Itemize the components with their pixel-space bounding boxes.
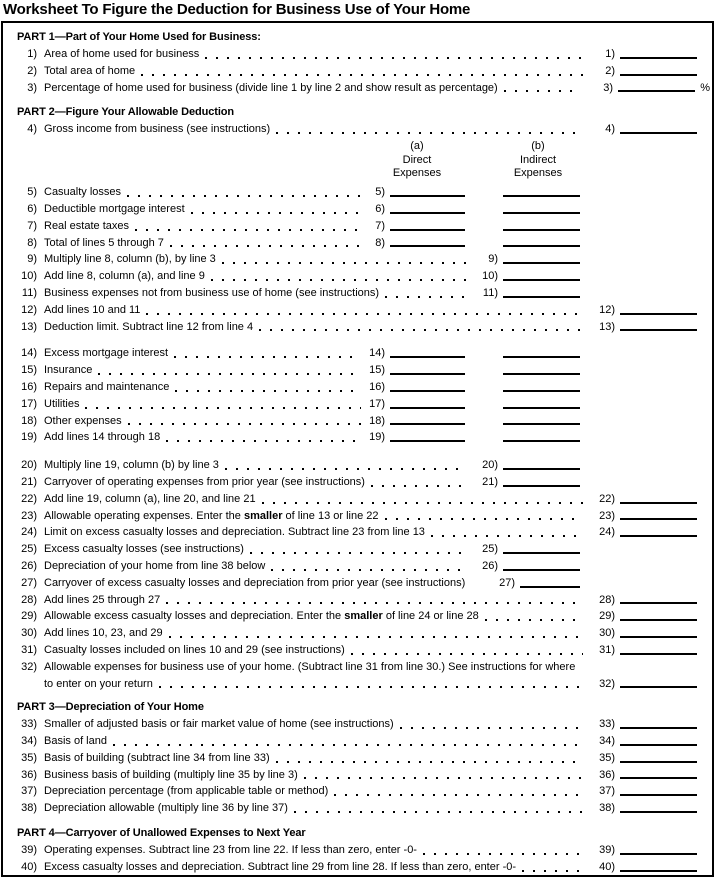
line-number: 21) [21,475,37,488]
line-15-direct-field[interactable] [390,373,465,375]
line-6-direct-field[interactable] [390,212,465,214]
line-number: 13) [21,320,37,333]
line-number: 24) [21,526,37,539]
line-text: Total of lines 5 through 7 [44,236,164,249]
answer-line-number: 8) [375,236,385,249]
dot-leader [345,642,585,659]
line-7-indirect-field[interactable] [503,229,580,231]
dot-leader [205,268,468,285]
worksheet-line-14 [7,345,712,362]
line-number: 14) [21,347,37,360]
line-38-answer-field[interactable] [620,811,697,813]
line-12-answer-field[interactable] [620,313,697,315]
answer-line-number: 15) [369,364,385,377]
worksheet-line-7 [7,218,712,235]
part-4-header: PART 4—Carryover of Unallowed Expenses to Next Year [17,827,306,840]
dot-leader [288,800,585,817]
line-number: 35) [21,751,37,764]
page-title: Worksheet To Figure the Deduction for Business Use of Your Home [3,1,471,18]
line-22-answer-field[interactable] [620,502,697,504]
line-2-answer-field[interactable] [620,74,697,76]
part-3-header: PART 3—Depreciation of Your Home [17,701,204,714]
worksheet-line-34 [7,733,712,750]
line-24-answer-field[interactable] [620,535,697,537]
line-19-indirect-field[interactable] [503,440,580,442]
line-27-answer-field[interactable] [520,586,580,588]
answer-line-number: 1) [605,48,615,60]
line-text: Multiply line 8, column (b), by line 3 [44,253,216,266]
line-14-indirect-field[interactable] [503,356,580,358]
spacer [7,676,37,693]
line-text: Depreciation percentage (from applicable table or method) [44,785,329,798]
line-text: Gross income from business (see instructions) [44,123,271,136]
line-17-indirect-field[interactable] [503,407,580,409]
answer-line-number: 18) [369,414,385,427]
line-number: 6) [27,202,37,215]
dot-leader [169,379,363,396]
dot-leader [219,457,468,474]
answer-line-number: 38) [599,802,615,815]
answer-line-number: 13) [599,320,615,333]
dot-leader [479,608,585,625]
worksheet-line-36 [7,767,712,784]
line-23-answer-field[interactable] [620,518,697,520]
worksheet-line-11 [7,285,712,302]
answer-line-number: 39) [599,844,615,857]
dot-leader [160,429,363,446]
line-31-answer-field[interactable] [620,653,697,655]
line-5-direct-field[interactable] [390,195,465,197]
worksheet-line-33 [7,716,712,733]
line-number: 23) [21,509,37,522]
worksheet-line-21 [7,474,712,491]
line-number: 9) [27,253,37,266]
line-text: Insurance [44,364,93,377]
worksheet-line-32 [7,659,712,676]
dot-leader [394,716,585,733]
line-text: Smaller of adjusted basis or fair market value of home (see instructions) [44,718,394,731]
line-number: 10) [21,270,37,283]
line-number: 27) [21,576,37,589]
line-1-answer-field[interactable] [620,57,697,59]
worksheet-line-8 [7,235,712,252]
answer-line-number: 26) [482,559,498,572]
line-37-answer-field[interactable] [620,794,697,796]
line-8-indirect-field[interactable] [503,245,580,247]
line-text: Business basis of building (multiply line 35 by line 3) [44,768,298,781]
answer-line-number: 34) [599,735,615,748]
line-number: 26) [21,559,37,572]
line-number: 36) [21,768,37,781]
dot-leader [160,592,585,609]
line-text: Repairs and maintenance [44,380,170,393]
answer-line-number: 12) [599,303,615,316]
answer-line-number: 11) [482,286,498,299]
answer-line-number: 16) [369,380,385,393]
worksheet-line-29 [7,608,712,625]
dot-leader [265,558,468,575]
line-text: Operating expenses. Subtract line 23 from line 22. If less than zero, enter -0- [44,844,417,857]
dot-leader [498,80,583,97]
dot-leader [164,235,363,252]
answer-line-number: 31) [599,643,615,656]
dot-leader [216,251,468,268]
worksheet-line-16 [7,379,712,396]
answer-line-number: 17) [369,397,385,410]
line-3-answer-field[interactable] [618,90,695,92]
worksheet-line-22 [7,491,712,508]
line-text: Add lines 25 through 27 [44,593,161,606]
worksheet-line-15 [7,362,712,379]
worksheet-line-37 [7,783,712,800]
line-number: 16) [21,380,37,393]
part-1-header: PART 1—Part of Your Home Used for Business: [17,31,261,43]
line-text: Allowable excess casualty losses and depreciation. Enter the smaller of line 24 or line 28 [44,610,479,623]
line-32-answer-field[interactable] [620,686,697,688]
line-number: 31) [21,643,37,656]
line-text: Allowable operating expenses. Enter the smaller of line 13 or line 22 [44,509,379,522]
line-4-answer-field[interactable] [620,132,697,134]
dot-leader [140,302,585,319]
answer-line-number: 14) [369,347,385,360]
worksheet-line-28 [7,592,712,609]
line-number: 39) [21,844,37,857]
line-number: 12) [21,303,37,316]
line-text: Add line 8, column (a), and line 9 [44,270,205,283]
line-text: Carryover of operating expenses from prior year (see instructions) [44,475,365,488]
worksheet-line-39 [7,842,712,859]
line-text: Deductible mortgage interest [44,202,185,215]
line-text: Excess casualty losses (see instructions) [44,543,244,556]
column-header-indirect-expenses: (b) Indirect Expenses [513,140,563,180]
worksheet-line-10 [7,268,712,285]
line-17-direct-field[interactable] [390,407,465,409]
dot-leader [185,201,363,218]
dot-leader [244,541,468,558]
line-text: Allowable expenses for business use of your home. (Subtract line 31 from line 30.) See instructions for where [44,660,576,673]
answer-line-number: 25) [482,543,498,556]
line-28-answer-field[interactable] [620,602,697,604]
worksheet-box [1,21,714,877]
dot-leader [379,508,585,525]
worksheet-line-18 [7,413,712,430]
worksheet-line-25 [7,541,712,558]
dot-leader [199,46,585,63]
line-text: to enter on your return [44,677,153,690]
answer-line-number: 21) [482,475,498,488]
answer-line-number: 19) [369,431,385,444]
dot-leader [365,474,468,491]
line-number: 7) [27,219,37,232]
dot-leader [253,319,585,336]
line-13-answer-field[interactable] [620,329,697,331]
line-number: 32) [21,660,37,673]
line-text: Utilities [44,397,80,410]
line-text: Other expenses [44,414,122,427]
line-text: Basis of land [44,735,107,748]
line-text: Add lines 10 and 11 [44,303,141,316]
dot-leader [425,524,585,541]
answer-line-number: 6) [375,202,385,215]
answer-line-number: 32) [599,677,615,690]
answer-line-number: 35) [599,751,615,764]
spacer [465,575,489,592]
line-10-answer-field[interactable] [503,279,580,281]
line-text: Casualty losses [44,186,122,199]
line-text: Add lines 10, 23, and 29 [44,627,163,640]
line-9-answer-field[interactable] [503,262,580,264]
line-33-answer-field[interactable] [620,727,697,729]
line-number: 18) [21,414,37,427]
line-16-direct-field[interactable] [390,390,465,392]
dot-leader [107,733,585,750]
line-26-answer-field[interactable] [503,569,580,571]
worksheet-line-9 [7,251,712,268]
line-number: 2) [27,64,37,77]
worksheet-line-19 [7,429,712,446]
line-number: 11) [21,286,37,299]
line-number: 4) [27,123,37,136]
line-number: 30) [21,627,37,640]
answer-line-number: 37) [599,785,615,798]
dot-leader [92,362,363,379]
line-number: 19) [21,431,37,444]
answer-line-number: 40) [599,860,615,873]
line-35-answer-field[interactable] [620,761,697,763]
worksheet-line-35 [7,750,712,767]
dot-leader [516,859,585,876]
dot-leader [79,396,363,413]
dot-leader [270,750,585,767]
worksheet-line-27 [7,575,712,592]
line-number: 8) [27,236,37,249]
line-number: 34) [21,735,37,748]
line-text: Deduction limit. Subtract line 12 from line 4 [44,320,254,333]
line-text: Add line 19, column (a), line 20, and line 21 [44,492,256,505]
line-16-indirect-field[interactable] [503,390,580,392]
dot-leader [153,676,585,693]
percent-sign: % [700,81,710,94]
worksheet-line-31 [7,642,712,659]
answer-line-number: 5) [375,186,385,199]
dot-leader [135,63,585,80]
answer-line-number: 22) [599,492,615,505]
dot-leader [379,285,468,302]
dot-leader [121,184,363,201]
line-text: Total area of home [44,64,136,77]
part-2-header: PART 2—Figure Your Allowable Deduction [17,106,235,119]
dot-leader [270,121,585,138]
line-number: 28) [21,593,37,606]
line-number: 3) [27,81,37,94]
line-text: Real estate taxes [44,219,129,232]
line-text: Area of home used for business [44,48,200,60]
line-20-answer-field[interactable] [503,468,580,470]
answer-line-number: 30) [599,627,615,640]
line-number: 33) [21,718,37,731]
line-15-indirect-field[interactable] [503,373,580,375]
worksheet-line-40 [7,859,712,876]
line-18-indirect-field[interactable] [503,423,580,425]
answer-line-number: 24) [599,526,615,539]
expense-column-headers [7,138,712,184]
line-number: 5) [27,186,37,199]
worksheet-line-17 [7,396,712,413]
line-text: Business expenses not from business use of home (see instructions) [44,286,380,299]
answer-line-number: 2) [605,64,615,77]
answer-line-number: 4) [605,123,615,136]
line-number: 15) [21,364,37,377]
worksheet-line-6 [7,201,712,218]
worksheet-line-26 [7,558,712,575]
line-text: Depreciation allowable (multiply line 36 by line 37) [44,802,288,815]
answer-line-number: 33) [599,718,615,731]
worksheet-line-3 [7,80,712,97]
line-text: Basis of building (subtract line 34 from line 33) [44,751,270,764]
dot-leader [163,625,585,642]
answer-line-number: 9) [488,253,498,266]
line-text: Add lines 14 through 18 [44,431,161,444]
line-14-direct-field[interactable] [390,356,465,358]
line-text: Depreciation of your home from line 38 below [44,559,266,572]
line-5-indirect-field[interactable] [503,195,580,197]
answer-line-number: 29) [599,610,615,623]
line-text: Multiply line 19, column (b) by line 3 [44,459,219,472]
line-text: Excess casualty losses and depreciation. Subtract line 29 from line 28. If less than zero, enter -0- [44,860,517,873]
line-18-direct-field[interactable] [390,423,465,425]
answer-line-number: 3) [603,81,613,94]
line-text: Carryover of excess casualty losses and depreciation from prior year (see instructions) [44,576,466,589]
line-number: 25) [21,543,37,556]
worksheet-line-20 [7,457,712,474]
line-number: 29) [21,610,37,623]
line-number: 38) [21,802,37,815]
line-text: Percentage of home used for business (divide line 1 by line 2 and show result as percentage) [44,81,498,94]
worksheet-line-1 [7,46,712,63]
answer-line-number: 23) [599,509,615,522]
line-number: 40) [21,860,37,873]
worksheet-line-24 [7,524,712,541]
line-text: Limit on excess casualty losses and depreciation. Subtract line 23 from line 13 [44,526,425,539]
dot-leader [298,767,585,784]
line-text: Excess mortgage interest [44,347,169,360]
line-number: 20) [21,459,37,472]
worksheet-line-12 [7,302,712,319]
answer-line-number: 20) [482,459,498,472]
line-number: 17) [21,397,37,410]
dot-leader [328,783,585,800]
line-25-answer-field[interactable] [503,552,580,554]
line-number: 37) [21,785,37,798]
dot-leader [256,491,585,508]
line-40-answer-field[interactable] [620,870,697,872]
worksheet-line-30 [7,625,712,642]
line-number: 22) [21,492,37,505]
dot-leader [168,345,363,362]
answer-line-number: 28) [599,593,615,606]
dot-leader [122,413,363,430]
line-11-answer-field[interactable] [503,296,580,298]
worksheet-line-23 [7,508,712,525]
line-36-answer-field[interactable] [620,777,697,779]
worksheet-line-13 [7,319,712,336]
worksheet-line-2 [7,63,712,80]
dot-leader [129,218,363,235]
line-7-direct-field[interactable] [390,229,465,231]
line-39-answer-field[interactable] [620,853,697,855]
worksheet-line-32-continued [7,676,712,693]
worksheet-line-38 [7,800,712,817]
answer-line-number: 7) [375,219,385,232]
line-text: Casualty losses included on lines 10 and 29 (see instructions) [44,643,345,656]
line-number: 1) [27,48,37,60]
answer-line-number: 36) [599,768,615,781]
answer-line-number: 27) [499,576,515,589]
answer-line-number: 10) [482,270,498,283]
line-30-answer-field[interactable] [620,636,697,638]
line-29-answer-field[interactable] [620,619,697,621]
line-34-answer-field[interactable] [620,744,697,746]
worksheet-line-5 [7,184,712,201]
line-8-direct-field[interactable] [390,245,465,247]
dot-leader [417,842,585,859]
worksheet-line-4 [7,121,712,138]
line-6-indirect-field[interactable] [503,212,580,214]
line-21-answer-field[interactable] [503,485,580,487]
column-header-direct-expenses: (a) Direct Expenses [392,140,442,180]
line-19-direct-field[interactable] [390,440,465,442]
